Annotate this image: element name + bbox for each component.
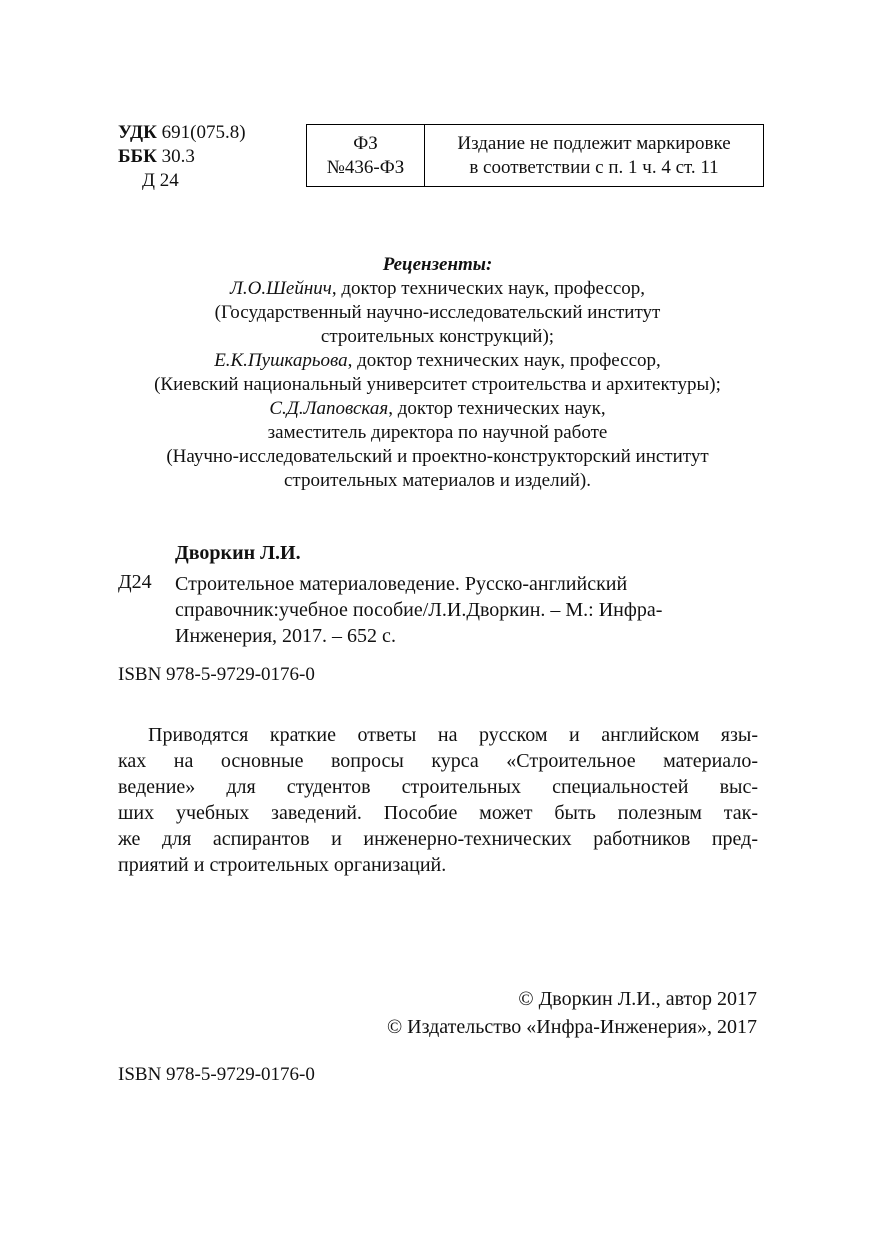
law-line-2: №436-ФЗ — [326, 156, 405, 178]
annotation — [118, 722, 758, 878]
annotation-line: же для аспирантов и инженерно-технических работников пред- — [118, 828, 758, 850]
reviewer-2-name: Е.К.Пушкарьова — [214, 350, 348, 371]
annotation-line: Приводятся краткие ответы на русском и английском язы- — [148, 724, 758, 746]
bbk-value: 30.3 — [156, 146, 195, 167]
annotation-line: приятий и строительных организаций. — [118, 854, 447, 876]
reviewer-3-org-line-2: строительных материалов и изделий). — [284, 470, 591, 491]
reviewer-2 — [100, 349, 775, 373]
entry-line-3: Инженерия, 2017. – 652 с. — [175, 625, 396, 647]
copyright-publisher: © Издательство «Инфра-Инженерия», 2017 — [386, 1016, 757, 1038]
marking-note-line-2: в соответствии с п. 1 ч. 4 ст. 11 — [469, 156, 719, 178]
annotation-line: ведение» для студентов строительных специальностей выс- — [118, 776, 758, 798]
reviewer-2-org: (Киевский национальный университет строительства и архитектуры); — [154, 374, 721, 395]
reviewer-1-name: Л.О.Шейнич — [229, 278, 332, 299]
reviewers-heading: Рецензенты: — [382, 254, 493, 275]
reviewer-3-title: , доктор технических наук, — [388, 398, 606, 419]
reviewer-1-org-line-2: строительных конструкций); — [320, 326, 555, 347]
entry-line-2: справочник:учебное пособие/Л.И.Дворкин. – М.: Инфра- — [175, 599, 663, 621]
udk-value: 691(075.8) — [156, 122, 246, 143]
annotation-line: ках на основные вопросы курса «Строительное материало- — [118, 750, 758, 772]
marking-note-line-1: Издание не подлежит маркировке — [457, 132, 731, 154]
classification-block — [118, 121, 246, 193]
isbn-bottom: ISBN 978-5-9729-0176-0 — [118, 1064, 315, 1085]
entry-line-1: Строительное материаловедение. Русско-английский — [175, 573, 628, 595]
isbn-top: ISBN 978-5-9729-0176-0 — [118, 664, 315, 685]
annotation-line: ших учебных заведений. Пособие может быть полезным так- — [118, 802, 758, 824]
reviewer-2-title: , доктор технических наук, профессор, — [347, 350, 661, 371]
reviewer-1-org-line-1: (Государственный научно-исследовательский институт — [214, 302, 661, 323]
marking-table — [306, 124, 764, 187]
law-line-1: ФЗ — [353, 132, 378, 154]
entry-author: Дворкин Л.И. — [175, 542, 301, 564]
marking-note-cell — [425, 125, 763, 186]
reviewer-1 — [100, 277, 775, 301]
law-cell — [307, 125, 425, 186]
bbk-line — [118, 145, 246, 169]
author-sign: Д 24 — [142, 170, 179, 191]
copyright-author: © Дворкин Л.И., автор 2017 — [518, 988, 757, 1010]
udk-line — [118, 121, 246, 145]
reviewer-3-org-line-1: (Научно-исследовательский и проектно-конструкторский институт — [166, 446, 709, 467]
bbk-label: ББК — [118, 146, 157, 167]
copyright-block — [387, 985, 757, 1041]
entry-code: Д24 — [118, 571, 152, 593]
udk-label: УДК — [118, 122, 157, 143]
reviewer-3-position: заместитель директора по научной работе — [267, 422, 608, 443]
reviewer-3 — [100, 397, 775, 421]
entry-description — [175, 571, 745, 649]
reviewer-3-name: С.Д.Лаповская — [269, 398, 389, 419]
reviewer-1-title: , доктор технических наук, профессор, — [331, 278, 645, 299]
reviewers-section — [100, 253, 775, 493]
